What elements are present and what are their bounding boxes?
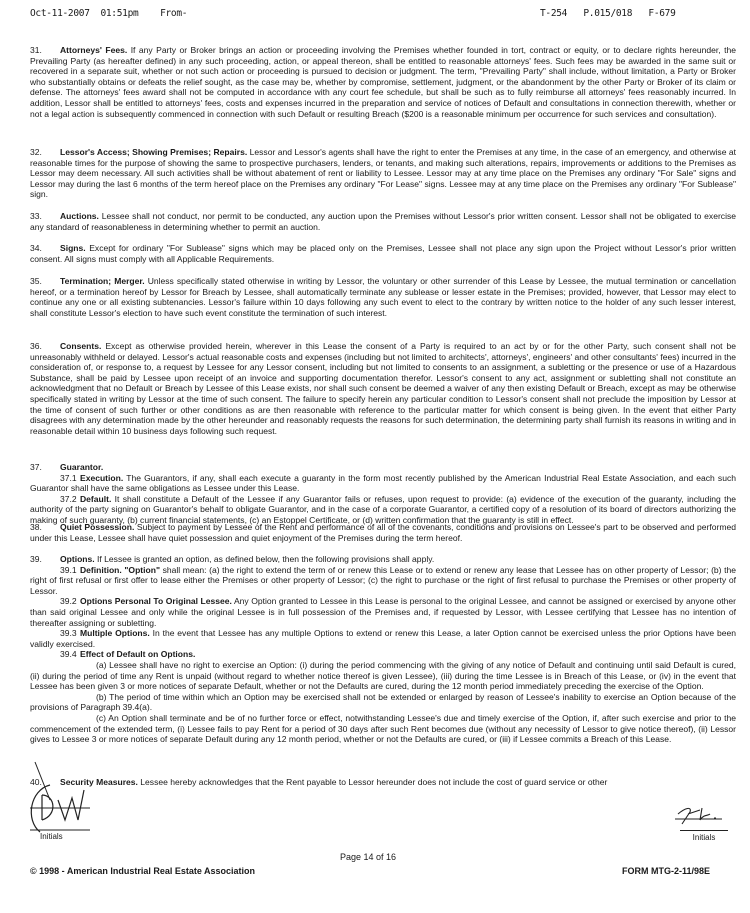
section-number: 33. <box>30 211 42 221</box>
section-text: Except for ordinary "For Sublease" signs which may be placed only on the Premises, Lessee shall not place any sign upon the Project without Lessor's prior written consent. All signs must comply with all Applicable Requirements. <box>30 243 737 264</box>
subsection-title: Default. <box>80 493 112 504</box>
section-33 <box>30 211 736 232</box>
subsection-number: 39.1 <box>60 564 77 575</box>
section-32 <box>30 147 736 200</box>
subsection-text: It shall constitute a Default of the Lessee if any Guarantor fails or refuses, upon request to provide: (a) evidence of the execution of the guaranty, including the authority of the party signing on Guarantor's behalf to obligate Guarantor, and in the case of a corporate Guarantor, a certified copy of a resolution of its board of directors authorizing the making of such guaranty, (b) current financial statements, (c) an Estoppel Certificate, or (d) written confirmation that the guaranty is still in effect. <box>30 493 736 525</box>
subsection-number: 39.3 <box>60 628 77 639</box>
fax-date: Oct-11-2007 <box>30 8 90 19</box>
section-title: Options. <box>60 554 95 564</box>
section-34 <box>30 243 736 264</box>
section-text: Subject to payment by Lessee of the Rent and performance of all of the covenants, conditions and provisions on Lessee's part to be observed and performed under this Lease, Lessee shall have quiet possession and quiet enjoyment of the Premises during the term hereof. <box>30 522 736 543</box>
initials-right-label: Initials <box>680 830 728 842</box>
fax-tx: T-254 <box>540 8 568 19</box>
subsection-number: 39.2 <box>60 596 77 607</box>
section-number: 31. <box>30 45 42 55</box>
section-number: 36. <box>30 341 42 351</box>
section-37 <box>30 462 736 526</box>
subsection-number: 39.4 <box>60 649 77 660</box>
section-text: If any Party or Broker brings an action or proceeding involving the Premises whether founded in tort, contract or equity, or to declare rights hereunder, the Prevailing Party (as hereafter defined) in any such proceeding, action, or appeal thereon, shall be entitled to reasonable attorneys' fees. Such fees may be awarded in the same suit or recovered in a separate suit, whether or not such action or proceeding is pursued to decision or judgment. The term, "Prevailing Party" shall include, without limitation, a Party or Broker who substantially obtains or defeats the relief sought, as the case may be, whether by compromise, settlement, judgment, or the abandonment by the other Party or Broker of its claim or defense. The attorneys' fees award shall not be computed in accordance with any court fee schedule, but shall be such as to fully reimburse all attorneys' fees reasonably incurred. In addition, Lessor shall be entitled to attorneys' fees, costs and expenses incurred in the preparation and service of notices of Default and consultations in connection therewith, whether or not a legal action is subsequently commenced in connection with such Default or resulting Breach ($200 is a reasonable minimum per occurrence for such services and consultation). <box>30 45 737 119</box>
section-title: Signs. <box>60 243 86 253</box>
section-text: Lessee shall not conduct, nor permit to be conducted, any auction upon the Premises without Lessor's prior written consent. Lessor shall not be obligated to exercise any standard of reasonableness in determining whether to permit an auction. <box>30 211 736 232</box>
section-text: Lessee hereby acknowledges that the Rent payable to Lessor hereunder does not include the cost of guard service or other <box>140 777 608 787</box>
section-36 <box>30 341 736 436</box>
subsection-title: Options Personal To Original Lessee. <box>80 596 232 607</box>
section-39 <box>30 554 736 745</box>
fax-page: P.015/018 <box>583 8 633 19</box>
page-number: Page 14 of 16 <box>340 852 397 862</box>
subsection-39-4-a: (a) Lessee shall have no right to exercise an Option: (i) during the period commencing with the giving of any notice of Default and continuing until said Default is cured, (ii) during the period of time any Rent is unpaid (without regard to whether notice thereof is given Lessee), (iii) during the time Lessee is in Breach of this Lease, or (iv) in the event that Lessee has been given 3 or more notices of separate Default, whether or not the Defaults are cured, during the 12 month period immediately preceding the exercise of the Option. <box>30 659 736 692</box>
subsection-39-4-c: (c) An Option shall terminate and be of no further force or effect, notwithstanding Lessee's due and timely exercise of the Option, if, after such exercise and prior to the commencement of the extended term, (i) Lessee fails to pay Rent for a period of 30 days after such Rent becomes due (without any necessity of Lessor to give notice thereof), (ii) Lessor gives to Lessee 3 or more notices of separate Default during any 12 month period, whether or not the Defaults are cured, or (iii) if Lessee commits a Breach of this Lease. <box>30 712 736 745</box>
fax-header-left <box>30 8 187 19</box>
section-31 <box>30 45 736 119</box>
section-title: Auctions. <box>60 211 99 221</box>
initials-left-label: Initials <box>40 832 63 841</box>
fax-f: F-679 <box>648 8 676 19</box>
section-title: Consents. <box>60 341 102 351</box>
section-title: Quiet Possession. <box>60 522 135 532</box>
section-number: 37. <box>30 462 42 472</box>
section-number: 35. <box>30 276 42 286</box>
section-number: 40. <box>30 777 42 787</box>
form-number: FORM MTG-2-11/98E <box>622 866 711 876</box>
subsection-title: Execution. <box>80 472 124 483</box>
subsection-39-4-b: (b) The period of time within which an Option may be exercised shall not be extended or enlarged by reason of Lessee's inability to exercise an Option because of the provisions of Paragraph 39.4(a). <box>30 691 736 713</box>
subsection-number: 37.2 <box>60 493 77 504</box>
fax-from: From- <box>160 8 188 19</box>
right-initials-signature <box>670 800 730 830</box>
section-text: Except as otherwise provided herein, wherever in this Lease the consent of a Party is required to an act by or for the other Party, such consent shall not be unreasonably withheld or delayed. Lessor's actual reasonable costs and expenses (including but not limited to architects', attorneys', engineers' and other consultants' fees) incurred in the consideration of, or response to, a request by Lessee for any Lessor consent, including but not limited to consents to an assignment, a subletting or the presence or use of a Hazardous Substance, shall be paid by Lessee upon receipt of an invoice and supporting documentation therefor. Lessor's consent to any act, assignment or subletting shall not constitute an acknowledgment that no Default or Breach by Lessee of this Lease exists, nor shall such consent be deemed a waiver of any then existing Default or Breach, except as may be otherwise specifically stated in writing by Lessor at the time of such consent. The failure to specify herein any particular condition to Lessor's consent shall not preclude the imposition by Lessor at the time of consent of such further or other conditions as are then reasonable with reference to the particular matter for which consent is being given. In the event that either Party disagrees with any determination made by the other hereunder and reasonably requests the reasons for such determination, the determining party shall furnish its reasons in writing and in reasonable detail within 10 business days following such request. <box>30 341 736 436</box>
section-title: Security Measures. <box>60 777 138 787</box>
subsection-title: Effect of Default on Options. <box>80 649 196 660</box>
copyright: © 1998 - American Industrial Real Estate Association <box>30 866 256 876</box>
section-number: 39. <box>30 554 42 564</box>
section-title: Guarantor. <box>60 462 104 472</box>
section-title: Attorneys' Fees. <box>60 45 128 55</box>
section-text: If Lessee is granted an option, as defined below, then the following provisions shall apply. <box>97 554 435 564</box>
left-initials-signature <box>20 760 110 840</box>
fax-header-right <box>540 8 676 19</box>
section-number: 32. <box>30 147 42 157</box>
section-38 <box>30 522 736 543</box>
section-35 <box>30 276 736 318</box>
section-text: Unless specifically stated otherwise in writing by Lessor, the voluntary or other surrender of this Lease by Lessee, the mutual termination or cancellation hereof, or a termination hereof by Lessor for Breach by Lessee, shall automatically terminate any sublease or lesser estate in the Premises; provided, however, that Lessor may elect to continue any one or all existing subtenancies. Lessor's failure within 10 days following any such event to elect to the contrary by written notice to the holder of any such lesser interest, shall constitute Lessor's election to have such event constitute the termination of such interest. <box>30 276 737 318</box>
section-title: Termination; Merger. <box>60 276 145 286</box>
section-title: Lessor's Access; Showing Premises; Repairs. <box>60 147 248 157</box>
subsection-text: In the event that Lessee has any multiple Options to extend or renew this Lease, a later Option cannot be exercised unless the prior Options have been validly exercised. <box>30 628 737 649</box>
section-number: 34. <box>30 243 42 253</box>
fax-time: 01:51pm <box>100 8 139 19</box>
section-text: Lessor and Lessor's agents shall have the right to enter the Premises at any time, in the case of an emergency, and otherwise at reasonable times for the purpose of showing the same to prospective purchasers, lenders, or tenants, and making such alterations, repairs, improvements or additions to the Premises as Lessor may deem necessary. All such activities shall be without abatement of rent or liability to Lessee. Lessor may at any time place on the Premises any ordinary "For Sale" signs and Lessor may during the last 6 months of the term hereof place on the Premises any ordinary "For Lease" signs. Lessee may at any time place on the Premises any ordinary "For Sublease" sign. <box>30 147 737 200</box>
subsection-number: 37.1 <box>60 472 77 483</box>
subsection-title: Definition. "Option" <box>80 564 161 575</box>
subsection-text: Any Option granted to Lessee in this Lease is personal to the original Lessee, and cannot be assigned or exercised by anyone other than said original Lessee and only while the original Lessee is in full possession of the Premises and, if requested by Lessor, with Lessee certifying that Lessee has no intention of thereafter assigning or subletting. <box>30 596 736 628</box>
subsection-text: shall mean: (a) the right to extend the term of or renew this Lease or to extend or renew any lease that Lessee has on other property of Lessor; (b) the right of first refusal or first offer to lease either the Premises or other property of Lessor; (c) the right to purchase or the right of first refusal to purchase the Premises or other property of Lessor. <box>30 564 736 596</box>
subsection-text: The Guarantors, if any, shall each execute a guaranty in the form most recently published by the American Industrial Real Estate Association, and each such Guarantor shall have the same obligations as Lessee under this Lease. <box>30 472 736 494</box>
subsection-title: Multiple Options. <box>80 628 150 639</box>
section-40 <box>30 777 736 788</box>
section-number: 38. <box>30 522 42 532</box>
